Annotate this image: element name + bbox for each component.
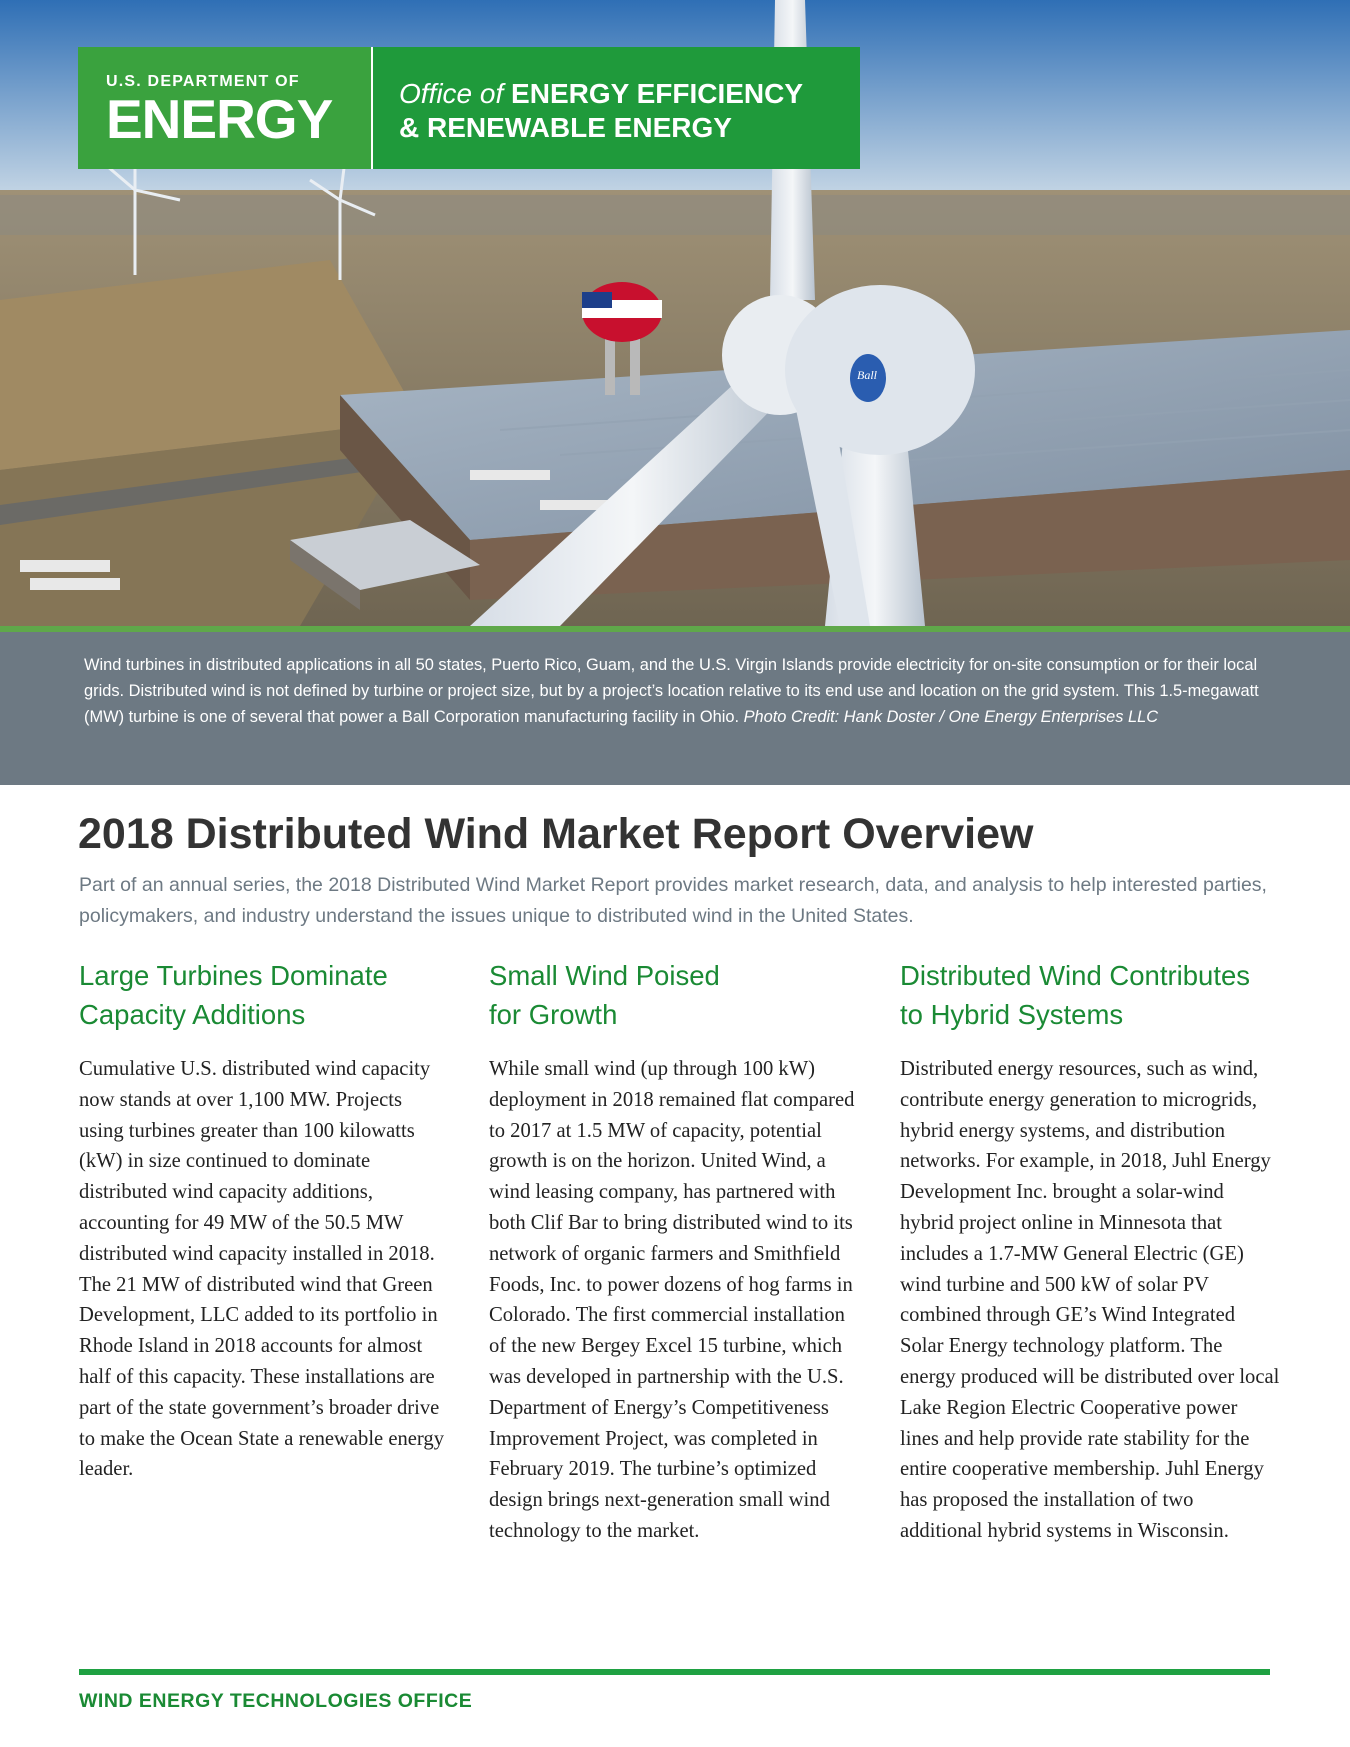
logo-office-line1	[399, 77, 860, 111]
heading-line2: for Growth	[489, 999, 618, 1030]
column-body: Cumulative U.S. distributed wind capacity now stands at over 1,100 MW. Projects using turbines greater than 100 kilowatts (kW) in size continued to dominate distributed wind capacity additions, accounting for 49 MW of the 50.5 MW distributed wind capacity installed in 2018. The 21 MW of distributed wind that Green Development, LLC added to its portfolio in Rhode Island in 2018 accounts for almost half of this capacity. These installations are part of the state government’s broader drive to make the Ocean State a renewable energy leader.	[79, 1058, 444, 1481]
column-heading	[79, 956, 449, 1034]
column-large-turbines	[79, 956, 449, 1485]
photo-credit: Photo Credit: Hank Doster / One Energy Enterprises LLC	[743, 708, 1159, 726]
heading-line2: to Hybrid Systems	[900, 999, 1124, 1030]
heading-line1: Large Turbines Dominate	[79, 960, 388, 991]
column-body: Distributed energy resources, such as wind, contribute energy generation to microgrids, hybrid energy systems, and distribution networks. For example, in 2018, Juhl Energy Development Inc. brought a solar-wind hybrid project online in Minnesota that includes a 1.7-MW General Electric (GE) wind turbine and 500 kW of solar PV combined through GE’s Wind Integrated Solar Energy technology platform. The energy produced will be distributed over local Lake Region Electric Cooperative power lines and help provide rate stability for the entire cooperative membership. Juhl Energy has proposed the installation of two additional hybrid systems in Wisconsin.	[900, 1058, 1280, 1542]
hero-photo	[0, 0, 1350, 626]
column-heading	[900, 956, 1280, 1034]
logo-office-line2: & RENEWABLE ENERGY	[399, 112, 732, 143]
photo-caption	[0, 632, 1350, 785]
heading-line1: Distributed Wind Contributes	[900, 960, 1251, 991]
column-hybrid-systems	[900, 956, 1280, 1547]
column-small-wind	[489, 956, 859, 1547]
doe-logo-block	[78, 47, 371, 169]
column-heading	[489, 956, 859, 1034]
page-title: 2018 Distributed Wind Market Report Overview	[78, 810, 1034, 858]
footer-divider	[79, 1669, 1270, 1675]
logo-office-bold: ENERGY EFFICIENCY	[511, 78, 804, 109]
logo-energy-word: ENERGY	[106, 88, 333, 150]
footer-office-name: WIND ENERGY TECHNOLOGIES OFFICE	[79, 1690, 473, 1712]
intro-paragraph: Part of an annual series, the 2018 Distributed Wind Market Report provides market research, data, and analysis to help interested parties, policymakers, and industry understand the issues unique to distributed wind in the United States.	[79, 874, 1267, 927]
turbine-badge: Ball	[857, 368, 877, 382]
caption-text: Wind turbines in distributed applications in all 50 states, Puerto Rico, Guam, and the U.S. Virgin Islands provide electricity for on-site consumption or for their local grids. Distributed wind is not defined by turbine or project size, but by a project’s location relative to its end use and location on the grid system. This 1.5-megawatt (MW) turbine is one of several that power a Ball Corporation manufacturing facility in Ohio.	[84, 656, 1259, 726]
logo-office-prefix: Office of	[399, 78, 504, 109]
doe-eere-logo	[78, 47, 860, 169]
logo-department: U.S. DEPARTMENT OF	[106, 73, 300, 90]
heading-line1: Small Wind Poised	[489, 960, 720, 991]
heading-line2: Capacity Additions	[79, 999, 306, 1030]
eere-logo-block	[371, 47, 860, 169]
column-body: While small wind (up through 100 kW) deployment in 2018 remained flat compared to 2017 at 1.5 MW of capacity, potential growth is on the horizon. United Wind, a wind leasing company, has partnered with both Clif Bar to bring distributed wind to its network of organic farmers and Smithfield Foods, Inc. to power dozens of hog farms in Colorado. The first commercial installation of the new Bergey Excel 15 turbine, which was developed in partnership with the U.S. Department of Energy’s Competitiveness Improvement Project, was completed in February 2019. The turbine’s optimized design brings next-generation small wind technology to the market.	[489, 1058, 855, 1542]
